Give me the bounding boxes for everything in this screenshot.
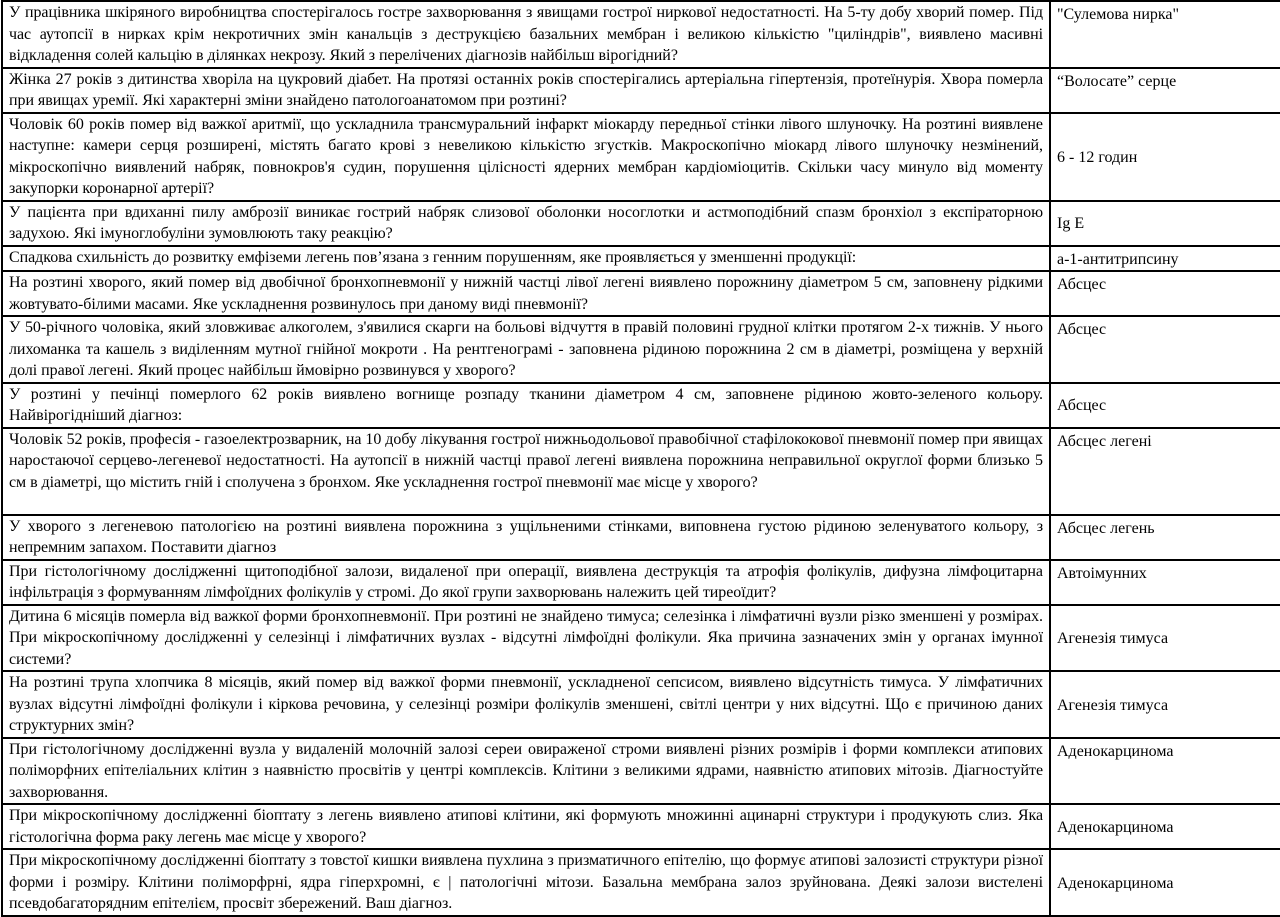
table-row (2, 738, 1280, 805)
question-cell: Жінка 27 років з дитинства хворіла на цукровий діабет. На протязі останніх років спостерігались артеріальна гіпертензія, протеїнурія. Хвора померла при явищах уремії. Які характерні зміни знайдено патологоанатомом при розтині? (2, 68, 1050, 113)
qa-table-body (2, 1, 1280, 916)
table-row (2, 515, 1280, 560)
answer-cell: Агенезія тимуса (1050, 605, 1280, 672)
table-row (2, 246, 1280, 272)
question-cell: При мікроскопічному дослідженні біоптату з товстої кишки виявлена пухлина з призматичного епітелію, що формує атипові залозисті структури різної форми і розміру. Клітини поліморфрні, ядра гіперхромні, є | патологічні мітози. Базальна мембрана залоз зруйнована. Деякі залози вистелені псевдобагаторядним епітелієм, просвіт збережений. Ваш діагноз. (2, 849, 1050, 916)
table-row (2, 316, 1280, 383)
table-row (2, 113, 1280, 201)
table-row (2, 671, 1280, 738)
question-cell: На розтині хворого, який помер від двобічної бронхопневмонії у нижній частці лівої легені виявлено порожнину діаметром 5 см, заповнену рідкими жовтувато-білими масами. Яке ускладнення розвинулось при даному виді пневмонії? (2, 271, 1050, 316)
qa-table (1, 0, 1280, 917)
answer-cell: Ig E (1050, 201, 1280, 246)
table-row (2, 271, 1280, 316)
answer-cell: Абсцес (1050, 271, 1280, 316)
answer-cell: Автоімунних (1050, 560, 1280, 605)
table-row (2, 428, 1280, 515)
question-cell: Спадкова схильність до розвитку емфіземи легень пов’язана з генним порушенням, яке проявляється у зменшенні продукції: (2, 246, 1050, 272)
answer-cell: Абсцес легені (1050, 428, 1280, 515)
question-cell: У пацієнта при вдиханні пилу амброзії виникає гострий набряк слизової оболонки носоглотки и астмоподібний спазм бронхіол з експіраторною задухою. Які імуноглобуліни зумовлюють таку реакцію? (2, 201, 1050, 246)
answer-cell: Аденокарцинома (1050, 738, 1280, 805)
answer-cell: 6 - 12 годин (1050, 113, 1280, 201)
table-row (2, 1, 1280, 68)
table-row (2, 560, 1280, 605)
answer-cell: Аденокарцинома (1050, 804, 1280, 849)
answer-cell: Абсцес (1050, 383, 1280, 428)
table-row (2, 849, 1280, 916)
table-row (2, 68, 1280, 113)
question-cell: При гістологічному дослідженні вузла у видаленій молочній залозі сереи овираженої строми виявлені різних розмірів і форми комплекси атипових поліморфних епітеліальних клітин з наявністю просвітів у центрі комплексів. Клітини з великими ядрами, наявністю атипових мітозів. Діагностуйте захворювання. (2, 738, 1050, 805)
answer-cell: Агенезія тимуса (1050, 671, 1280, 738)
question-cell: На розтині трупа хлопчика 8 місяців, який помер від важкої форми пневмонії, ускладненої сепсисом, виявлено відсутність тимуса. У лімфатичних вузлах відсутні лімфоїдні фолікули і кіркова речовина, у селезінці розміри фолікулів зменшені, світлі центри у них відсутні. Що є причиною даних структурних змін? (2, 671, 1050, 738)
table-row (2, 605, 1280, 672)
answer-cell: а-1-антитрипсину (1050, 246, 1280, 272)
answer-cell: Аденокарцинома (1050, 849, 1280, 916)
table-row (2, 201, 1280, 246)
question-cell: При гістологічному дослідженні щитоподібної залози, видаленої при операції, виявлена деструкція та атрофія фолікулів, дифузна лімфоцитарна інфільтрація з формуванням лімфоїдних фолікулів у стромі. До якої групи захворювань належить цей тиреоїдит? (2, 560, 1050, 605)
answer-cell: Абсцес (1050, 316, 1280, 383)
question-cell: При мікроскопічному дослідженні біоптату з легень виявлено атипові клітини, які формують множинні ацинарні структури і продукують слиз. Яка гістологічна форма раку легень має місце у хворого? (2, 804, 1050, 849)
question-cell: Дитина 6 місяців померла від важкої форми бронхопневмонії. При розтині не знайдено тимуса; селезінка і лімфатичні вузли різко зменшені у розмірах. При мікроскопічному дослідженні у селезінці і лімфатичних вузлах - відсутні лімфоїдні фолікули. Яка причина зазначених змін у органах імунної системи? (2, 605, 1050, 672)
question-cell: Чоловік 60 років помер від важкої аритмії, що ускладнила трансмуральний інфаркт міокарду передньої стінки лівого шлуночку. На розтині виявлене наступне: камери серця розширені, містять багато крові з невеликою кількістю згустків. Макроскопічно міокард лівого шлуночку незмінений, мікроскопічно виявлений набряк, повнокров'я судин, порушення цілісності ядерних мембран кардіоміоцитів. Скільки часу минуло від моменту закупорки коронарної артерії? (2, 113, 1050, 201)
answer-cell: “Волосате” серце (1050, 68, 1280, 113)
table-row (2, 383, 1280, 428)
answer-cell: "Сулемова нирка" (1050, 1, 1280, 68)
question-cell: У розтині у печінці померлого 62 років виявлено вогнище розпаду тканини діаметром 4 см, заповнене рідиною жовто-зеленого кольору. Найвірогідніший діагноз: (2, 383, 1050, 428)
table-row (2, 804, 1280, 849)
question-cell: У працівника шкіряного виробництва спостерігалось гостре захворювання з явищами гострої ниркової недостатності. На 5-ту добу хворий помер. Під час аутопсії в нирках крім некротичних змін канальців з деструкцією базальних мембран і великою кількістю "циліндрів", виявлено масивні відкладення солей кальцію в ділянках некрозу. Який з перелічених діагнозів найбільш вірогідний? (2, 1, 1050, 68)
question-cell: У хворого з легеневою патологією на розтині виявлена порожнина з ущільненими стінками, виповнена густою рідиною зеленуватого кольору, з непремним запахом. Поставити діагноз (2, 515, 1050, 560)
question-cell: Чоловік 52 років, професія - газоелектрозварник, на 10 добу лікування гострої нижньодольової правобічної стафілококової пневмонії помер при явищах наростаючої серцево-легеневої недостатності. На аутопсії в нижній частці правої легені виявлена порожнина неправильної округлої форми близько 5 см в діаметрі, що містить гній і сполучена з бронхом. Яке ускладнення гострої пневмонії має місце у хворого? (2, 428, 1050, 515)
question-cell: У 50-річного чоловіка, який зловживає алкоголем, з'явилися скарги на больові відчуття в правій половині грудної клітки протягом 2-х тижнів. У нього лихоманка та кашель з виділенням мутної гнійної мокроти . На рентгенограмі - заповнена рідиною порожнина 2 см в діаметрі, розміщена у верхній долі правої легені. Який процес найбільш ймовірно розвинувся у хворого? (2, 316, 1050, 383)
answer-cell: Абсцес легень (1050, 515, 1280, 560)
